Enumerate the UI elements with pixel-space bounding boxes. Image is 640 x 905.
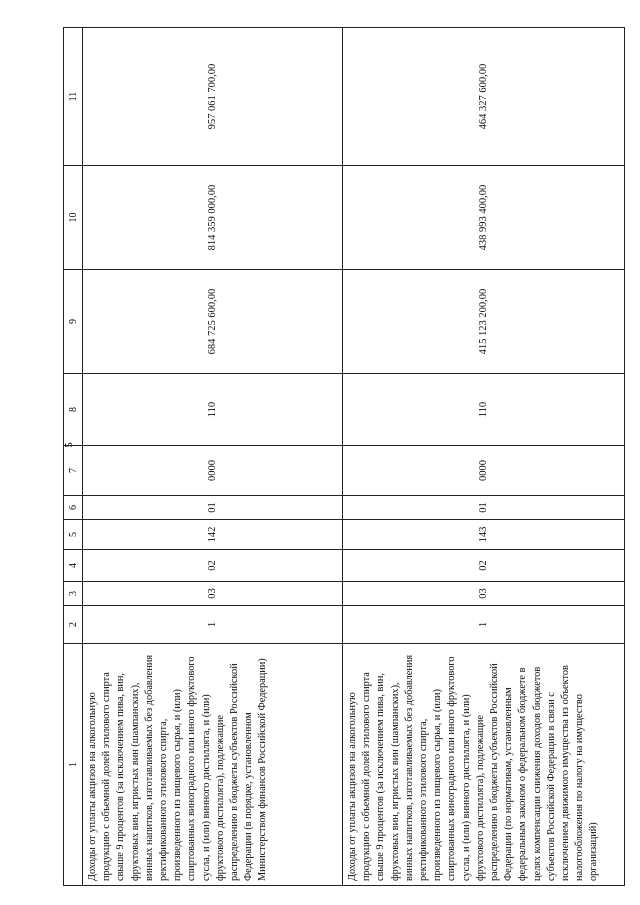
column-number-header: 11 bbox=[64, 28, 83, 166]
column-number-header: 8 bbox=[64, 374, 83, 446]
amount-cell: 438 993 400,00 bbox=[343, 166, 625, 270]
code-cell: 110 bbox=[83, 374, 343, 446]
column-number-header: 9 bbox=[64, 270, 83, 374]
amount-cell: 957 061 700,00 bbox=[83, 28, 343, 166]
income-description: Доходы от уплаты акцизов на алкогольную продукцию с объемной долей этилового спирта свыше 9 процентов (за исключением пива, вин, фруктовых вин, игристых вин (шампанских), винных напитков, изготавливаемых без добавления ректификованного этилового спирта, произведенного из пищевого сырья, и (или) спиртованных виноградного или иного фруктового сусла, и (или) винного дистиллята, и (или) фруктового дистиллята), подлежащие распределению в бюджеты субъектов Российской Федерации (в порядке, установленном Министерством финансов Российской Федерации) bbox=[83, 644, 343, 886]
income-description: Доходы от уплаты акцизов на алкогольную продукцию с объемной долей этилового спирта свыше 9 процентов (за исключением пива, вин, фруктовых вин, игристых вин (шампанских), винных напитков, изготавливаемых без добавления ректификованного этилового спирта, произведенного из пищевого сырья, и (или) спиртованных виноградного или иного фруктового сусла, и (или) винного дистиллята, и (или) фруктового дистиллята), подлежащие распределению в бюджеты субъектов Российской Федерации (по нормативам, установленным федеральным законом о федеральном бюджете в целях компенсации снижения доходов бюджетов субъектов Российской Федерации в связи с исключением движимого имущества из объектов налогообложения по налогу на имущество организаций) bbox=[343, 644, 625, 886]
code-cell: 110 bbox=[343, 374, 625, 446]
code-cell: 0000 bbox=[83, 446, 343, 496]
column-number-header: 6 bbox=[64, 496, 83, 520]
column-number-header: 4 bbox=[64, 550, 83, 582]
code-cell: 03 bbox=[343, 582, 625, 606]
code-cell: 02 bbox=[343, 550, 625, 582]
code-cell: 02 bbox=[83, 550, 343, 582]
code-cell: 01 bbox=[343, 496, 625, 520]
table-row bbox=[83, 28, 343, 886]
column-number-header: 7 bbox=[64, 446, 83, 496]
column-number-header: 5 bbox=[64, 520, 83, 550]
column-number-header: 2 bbox=[64, 606, 83, 644]
amount-cell: 464 327 600,00 bbox=[343, 28, 625, 166]
column-number-header: 10 bbox=[64, 166, 83, 270]
table-row bbox=[343, 28, 625, 886]
amount-cell: 415 123 200,00 bbox=[343, 270, 625, 374]
code-cell: 0000 bbox=[343, 446, 625, 496]
table-header-row bbox=[64, 28, 83, 886]
code-cell: 01 bbox=[83, 496, 343, 520]
page-number: 5 bbox=[63, 442, 75, 448]
code-cell: 143 bbox=[343, 520, 625, 550]
code-cell: 1 bbox=[83, 606, 343, 644]
amount-cell: 814 359 000,00 bbox=[83, 166, 343, 270]
budget-table bbox=[63, 27, 625, 886]
code-cell: 1 bbox=[343, 606, 625, 644]
column-number-header: 1 bbox=[64, 644, 83, 886]
rotated-page-content bbox=[63, 28, 615, 886]
amount-cell: 684 725 600,00 bbox=[83, 270, 343, 374]
code-cell: 142 bbox=[83, 520, 343, 550]
column-number-header: 3 bbox=[64, 582, 83, 606]
code-cell: 03 bbox=[83, 582, 343, 606]
